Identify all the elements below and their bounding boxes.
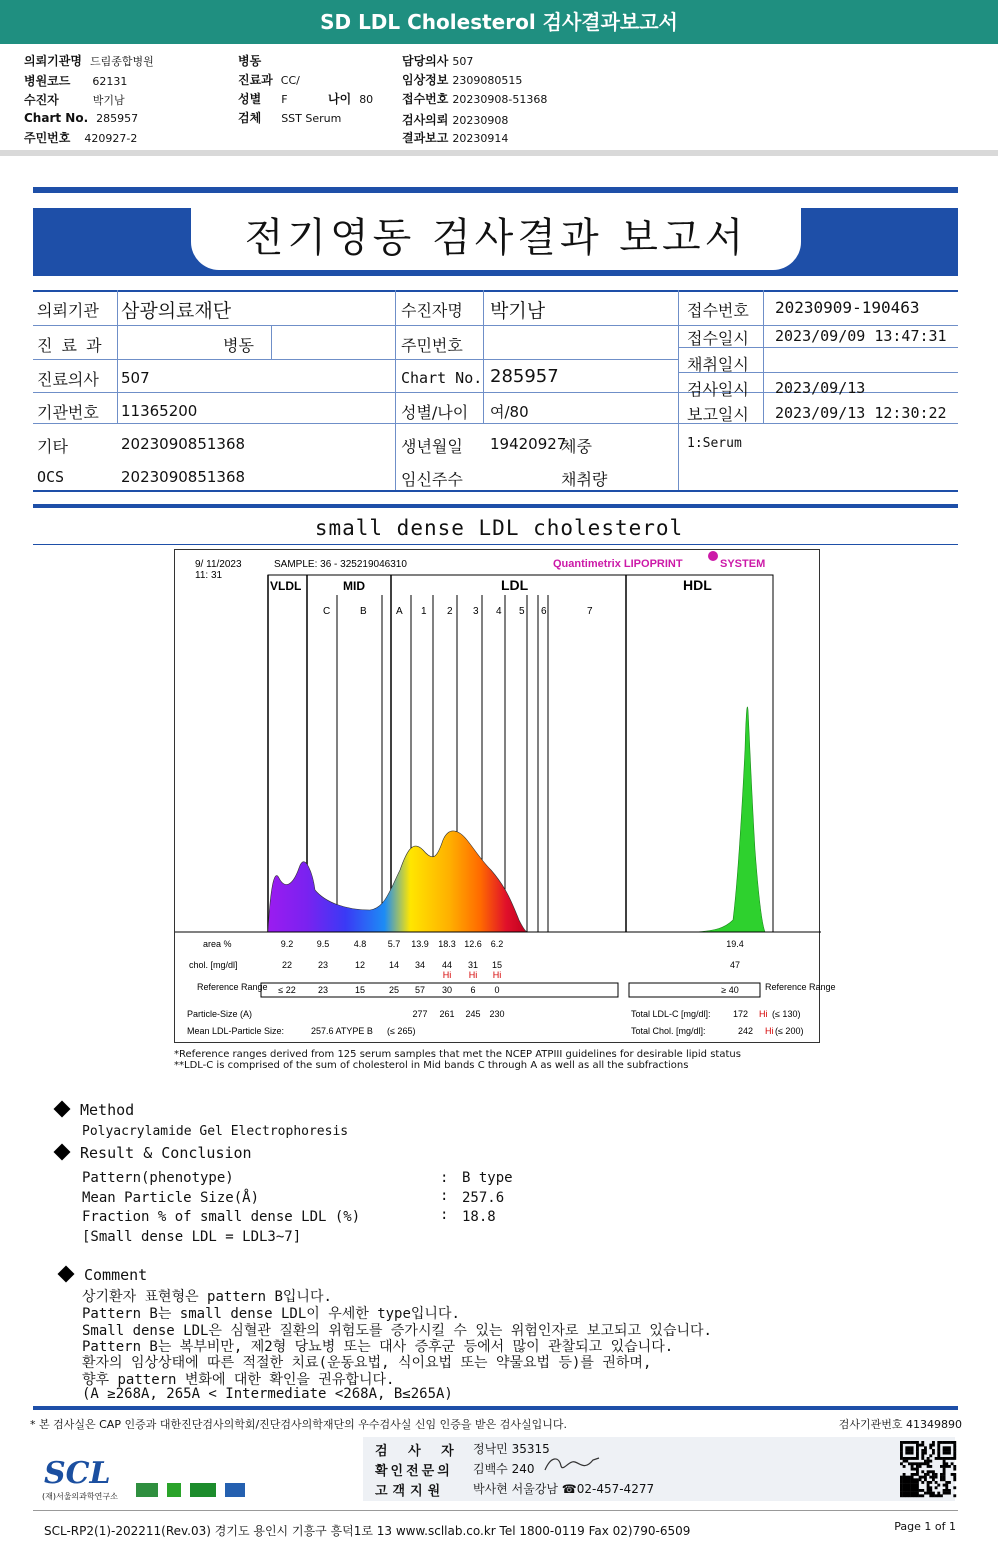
reference-cell: 0 bbox=[494, 985, 500, 995]
field-value: 80 bbox=[359, 93, 374, 106]
chart-brand-2: SYSTEM bbox=[720, 558, 766, 570]
group-hdl: HDL bbox=[683, 577, 712, 593]
total-ldl-hi: Hi bbox=[759, 1009, 768, 1019]
hdl-curve bbox=[695, 707, 765, 932]
band-label: B bbox=[360, 606, 367, 617]
field-label: 수진자 bbox=[24, 93, 59, 107]
signature-box bbox=[363, 1437, 955, 1501]
comment-line: 향후 pattern 변화에 대한 확인을 권유합니다. bbox=[82, 1372, 395, 1388]
reference-cell: 30 bbox=[441, 985, 453, 995]
field-label: 병원코드 bbox=[24, 74, 71, 88]
scl-logo-sub: (재)서울의과학연구소 bbox=[42, 1492, 118, 1501]
accreditation-logos bbox=[136, 1482, 256, 1500]
field-value: 20230914 bbox=[452, 132, 509, 145]
method-text: Polyacrylamide Gel Electrophoresis bbox=[82, 1124, 349, 1139]
field-label: 담당의사 bbox=[402, 54, 449, 68]
chart-sample: SAMPLE: 36 - 325219046310 bbox=[274, 559, 407, 570]
diamond-bullet-icon bbox=[58, 1266, 75, 1283]
result-heading-text: Result & Conclusion bbox=[80, 1144, 252, 1162]
field-label: 검체 bbox=[238, 111, 262, 125]
field-label: 주민번호 bbox=[24, 131, 71, 145]
chart-brand: Quantimetrix LIPOPRINT bbox=[553, 558, 683, 570]
sign-value: 박사현 서울강남 ☎02-457-4277 bbox=[473, 1482, 655, 1496]
total-chol-label: Total Chol. [mg/dl]: bbox=[631, 1026, 706, 1036]
kslm-logo-icon bbox=[167, 1483, 181, 1497]
signature-image bbox=[541, 1452, 603, 1476]
sign-label: 검 사 자 bbox=[375, 1444, 462, 1459]
band-label: 1 bbox=[421, 606, 427, 617]
comment-line: (A ≥268A, 265A < Intermediate <268A, B≤265A) bbox=[82, 1386, 453, 1402]
dob-label: 생년월일 bbox=[401, 437, 463, 456]
chart-no-value: 285957 bbox=[490, 366, 559, 387]
certification-note: * 본 검사실은 CAP 인증과 대한진단검사의학회/진단검사의학재단의 우수검사실 신임 인증을 받은 검사실입니다. bbox=[30, 1418, 568, 1431]
diamond-bullet-icon bbox=[54, 1101, 71, 1118]
divider bbox=[33, 544, 958, 545]
dept-value: 병동 bbox=[223, 336, 254, 355]
report-dt-label: 보고일시 bbox=[687, 405, 749, 424]
sex-age-label: 성별/나이 bbox=[401, 403, 469, 422]
collect-amt-label: 채취량 bbox=[561, 470, 608, 489]
plot-frame bbox=[268, 575, 773, 932]
patient-label: 수진자명 bbox=[401, 301, 463, 320]
receipt-dt-value: 2023/09/09 13:47:31 bbox=[775, 327, 947, 345]
band-label: C bbox=[323, 606, 331, 617]
report-dt-value: 2023/09/13 12:30:22 bbox=[775, 404, 947, 422]
area-pct-cell: 13.9 bbox=[411, 939, 429, 949]
header-field bbox=[238, 52, 269, 69]
result-label-1: Pattern(phenotype) bbox=[82, 1170, 234, 1186]
comment-heading bbox=[60, 1266, 147, 1284]
reference-cell: 6 bbox=[470, 985, 476, 995]
field-value: 20230908 bbox=[452, 114, 509, 127]
field-value: 62131 bbox=[92, 75, 128, 88]
sign-label: 고객지원 bbox=[375, 1484, 446, 1499]
header-field bbox=[402, 90, 547, 107]
chol-cell: 47 bbox=[729, 960, 741, 970]
doctor-value: 507 bbox=[121, 369, 150, 387]
footnote-1: *Reference ranges derived from 125 serum samples that met the NCEP ATPIII guidelines for desirable lipid status bbox=[174, 1049, 741, 1060]
band-label: A bbox=[396, 606, 403, 617]
chol-cell: 34 bbox=[414, 960, 426, 970]
ngsp-logo-icon bbox=[225, 1483, 245, 1497]
etc-value: 2023090851368 bbox=[121, 435, 246, 453]
diamond-bullet-icon bbox=[54, 1144, 71, 1161]
inst-no-label: 기관번호 bbox=[37, 403, 99, 422]
row-chol-label: chol. [mg/dl] bbox=[189, 960, 238, 970]
area-pct-cell: 19.4 bbox=[726, 939, 744, 949]
dob-value: 19420927 bbox=[490, 435, 567, 453]
inst-no-value: 11365200 bbox=[121, 402, 198, 420]
mean-size-value: 257.6 ATYPE B bbox=[311, 1026, 373, 1036]
field-label: 나이 bbox=[328, 92, 352, 106]
band-label: 2 bbox=[447, 606, 453, 617]
header-field bbox=[238, 90, 288, 107]
sign-value: 정낙민 35315 bbox=[473, 1442, 550, 1456]
comment-line: 상기환자 표현형은 pattern B입니다. bbox=[82, 1289, 332, 1305]
result-note: [Small dense LDL = LDL3~7] bbox=[82, 1229, 302, 1245]
total-ldl-label: Total LDL-C [mg/dl]: bbox=[631, 1009, 711, 1019]
method-heading bbox=[56, 1101, 134, 1119]
chart-time: 11: 31 bbox=[195, 570, 223, 581]
org-number: 검사기관번호 41349890 bbox=[838, 1418, 962, 1431]
chol-cell: 14 bbox=[388, 960, 400, 970]
header-field bbox=[238, 109, 341, 126]
cap-logo-icon bbox=[136, 1483, 158, 1497]
field-value: F bbox=[281, 93, 288, 106]
sex-age-value: 여/80 bbox=[490, 403, 529, 421]
field-label: 임상정보 bbox=[402, 73, 449, 87]
total-chol-ref: (≤ 200) bbox=[775, 1026, 804, 1036]
particle-size-label: Particle-Size (A) bbox=[187, 1009, 253, 1019]
total-chol-hi: Hi bbox=[765, 1026, 774, 1036]
reference-cell: ≥ 40 bbox=[721, 985, 739, 995]
report-title: 전기영동 검사결과 보고서 bbox=[191, 208, 801, 270]
rrn-label: 주민번호 bbox=[401, 336, 463, 355]
field-label: Chart No. bbox=[24, 111, 89, 125]
ocs-value: 2023090851368 bbox=[121, 468, 246, 486]
reference-cell: 15 bbox=[354, 985, 366, 995]
divider bbox=[33, 504, 958, 508]
table-values bbox=[278, 939, 743, 1019]
group-vldl: VLDL bbox=[270, 579, 302, 593]
chol-cell: 12 bbox=[354, 960, 366, 970]
band-label: 3 bbox=[473, 606, 479, 617]
field-value: CC/ bbox=[280, 74, 300, 87]
header-field bbox=[24, 72, 127, 89]
field-label: 진료과 bbox=[238, 73, 273, 87]
field-label: 결과보고 bbox=[402, 131, 449, 145]
comment-line: Pattern B는 small dense LDL이 우세한 type입니다. bbox=[82, 1306, 460, 1322]
mean-size-ref: (≤ 265) bbox=[387, 1026, 416, 1036]
chol-cell: 23 bbox=[317, 960, 329, 970]
patient-info-table bbox=[33, 290, 958, 492]
reference-cell: 57 bbox=[414, 985, 426, 995]
group-mid: MID bbox=[343, 579, 365, 593]
section-title: small dense LDL cholesterol bbox=[314, 516, 684, 540]
sign-value: 김백수 240 bbox=[473, 1462, 535, 1476]
field-value: 285957 bbox=[96, 112, 139, 125]
particle-size-cell: 230 bbox=[489, 1009, 505, 1019]
area-pct-cell: 4.8 bbox=[353, 939, 367, 949]
band-label: 4 bbox=[496, 606, 502, 617]
institution-label: 의뢰기관 bbox=[37, 301, 99, 320]
etc-label: 기타 bbox=[37, 437, 68, 456]
header-field bbox=[238, 71, 300, 88]
band-label: 7 bbox=[587, 606, 593, 617]
header-field bbox=[402, 111, 508, 128]
title-banner bbox=[33, 208, 958, 276]
reference-cell: 23 bbox=[317, 985, 329, 995]
field-value: 박기남 bbox=[92, 94, 125, 107]
header-field bbox=[328, 90, 373, 107]
field-value: 420927-2 bbox=[84, 132, 138, 145]
comment-line: Pattern B는 복부비만, 제2형 당뇨병 또는 대사 증후군 등에서 많이 관찰되고 있습니다. bbox=[82, 1339, 674, 1355]
field-value: SST Serum bbox=[281, 112, 342, 125]
field-value: 2309080515 bbox=[452, 74, 523, 87]
specimen-value: 1:Serum bbox=[687, 436, 742, 451]
result-colon: : bbox=[440, 1170, 449, 1186]
reference-cell: ≤ 22 bbox=[278, 985, 296, 995]
chart-svg bbox=[175, 550, 836, 1044]
area-pct-cell: 9.5 bbox=[316, 939, 330, 949]
field-label: 병동 bbox=[238, 54, 262, 68]
band-label: 5 bbox=[519, 606, 525, 617]
particle-size-cell: 245 bbox=[465, 1009, 481, 1019]
dept-label: 진 료 과 bbox=[37, 336, 104, 355]
chart-no-label: Chart No. bbox=[401, 369, 483, 387]
chol-cell: 22 bbox=[281, 960, 293, 970]
result-colon: : bbox=[440, 1207, 449, 1223]
chol-cell: 15 bbox=[491, 960, 503, 970]
comment-heading-text: Comment bbox=[84, 1266, 148, 1284]
row-area-label: area % bbox=[203, 939, 232, 949]
doctor-label: 진료의사 bbox=[37, 370, 99, 389]
result-label-3: Fraction % of small dense LDL (%) bbox=[82, 1209, 361, 1225]
header-field bbox=[24, 52, 154, 69]
header-field bbox=[402, 129, 508, 146]
chol-hi-flag: Hi bbox=[468, 970, 478, 980]
ref-right-label: Reference Range bbox=[765, 982, 836, 992]
area-pct-cell: 6.2 bbox=[490, 939, 504, 949]
ref-range-box bbox=[261, 983, 618, 997]
result-value-3: 18.8 bbox=[462, 1209, 496, 1225]
ref-range-box-hdl bbox=[629, 983, 760, 997]
method-heading-text: Method bbox=[80, 1101, 135, 1119]
field-value: 507 bbox=[452, 55, 474, 68]
field-value: 드림종합병원 bbox=[89, 55, 154, 68]
total-ldl-ref: (≤ 130) bbox=[772, 1009, 801, 1019]
field-label: 성별 bbox=[238, 92, 262, 106]
area-pct-cell: 18.3 bbox=[438, 939, 456, 949]
divider bbox=[33, 1406, 958, 1410]
brand-mark-icon bbox=[708, 551, 718, 561]
result-value-1: B type bbox=[462, 1170, 513, 1186]
area-pct-cell: 5.7 bbox=[387, 939, 401, 949]
receipt-no-value: 20230909-190463 bbox=[775, 298, 920, 317]
report-header-title: SD LDL Cholesterol 검사결과보고서 bbox=[0, 0, 998, 44]
receipt-no-label: 접수번호 bbox=[687, 301, 749, 320]
result-label-2: Mean Particle Size(Å) bbox=[82, 1190, 260, 1206]
result-value-2: 257.6 bbox=[462, 1190, 505, 1206]
divider bbox=[33, 1510, 958, 1511]
field-value: 20230908-51368 bbox=[452, 93, 548, 106]
scl-logo: SCL bbox=[44, 1456, 111, 1491]
comment-line: Small dense LDL은 심혈관 질환의 위험도를 증가시킬 수 있는 위험인자로 보고되고 있습니다. bbox=[82, 1323, 712, 1339]
header-field bbox=[402, 52, 473, 69]
electrophoresis-chart bbox=[174, 549, 836, 1043]
chol-hi-flag: Hi bbox=[442, 970, 452, 980]
chol-cell: 31 bbox=[467, 960, 479, 970]
ocs-label: OCS bbox=[37, 468, 65, 486]
institution-value: 삼광의료재단 bbox=[121, 300, 232, 322]
qr-code-icon bbox=[900, 1441, 956, 1497]
header-field bbox=[24, 91, 125, 108]
result-colon: : bbox=[440, 1188, 449, 1204]
test-dt-label: 검사일시 bbox=[687, 380, 749, 399]
footnote-2: **LDL-C is comprised of the sum of cholesterol in Mid bands C through A as well as all the subfractions bbox=[174, 1060, 689, 1071]
header-info-panel bbox=[0, 44, 998, 156]
page-number: Page 1 of 1 bbox=[894, 1520, 956, 1533]
total-chol-value: 242 bbox=[738, 1026, 754, 1036]
mean-size-label: Mean LDL-Particle Size: bbox=[187, 1026, 285, 1036]
total-ldl-value: 172 bbox=[733, 1009, 749, 1019]
reference-cell: 25 bbox=[388, 985, 400, 995]
particle-size-cell: 277 bbox=[412, 1009, 428, 1019]
chol-cell: 44 bbox=[441, 960, 453, 970]
header-field bbox=[24, 129, 137, 146]
band-label: 6 bbox=[541, 606, 547, 617]
footer-address: SCL-RP2(1)-202211(Rev.03) 경기도 용인시 기흥구 흥덕1로 13 www.scllab.co.kr Tel 1800-0119 Fax 02)790-6509 bbox=[44, 1524, 691, 1538]
area-pct-cell: 12.6 bbox=[464, 939, 482, 949]
pregnancy-label: 임신주수 bbox=[401, 470, 463, 489]
sign-label: 확인전문의 bbox=[375, 1464, 453, 1479]
particle-size-cell: 261 bbox=[439, 1009, 455, 1019]
row-ref-label: Reference Range bbox=[197, 982, 268, 992]
band-labels bbox=[323, 606, 593, 617]
area-pct-cell: 9.2 bbox=[280, 939, 294, 949]
group-ldl: LDL bbox=[501, 577, 529, 593]
chart-date: 9/ 11/2023 bbox=[195, 559, 242, 570]
weight-label: 체중 bbox=[561, 437, 592, 456]
comment-line: 환자의 임상상태에 따른 적절한 치료(운동요법, 식이요법 또는 약물요법 등)를 권하며, bbox=[82, 1355, 652, 1371]
field-label: 의뢰기관명 bbox=[24, 54, 82, 68]
eqa-logo-icon bbox=[190, 1483, 216, 1497]
patient-value: 박기남 bbox=[490, 300, 546, 322]
field-label: 검사의뢰 bbox=[402, 113, 449, 127]
receipt-dt-label: 접수일시 bbox=[687, 329, 749, 348]
header-field bbox=[24, 111, 138, 125]
field-label: 접수번호 bbox=[402, 92, 449, 106]
header-field bbox=[402, 71, 522, 88]
collect-label: 채취일시 bbox=[687, 355, 749, 374]
test-dt-value: 2023/09/13 bbox=[775, 379, 866, 397]
result-heading bbox=[56, 1144, 252, 1162]
divider bbox=[33, 187, 958, 193]
chol-hi-flag: Hi bbox=[492, 970, 502, 980]
